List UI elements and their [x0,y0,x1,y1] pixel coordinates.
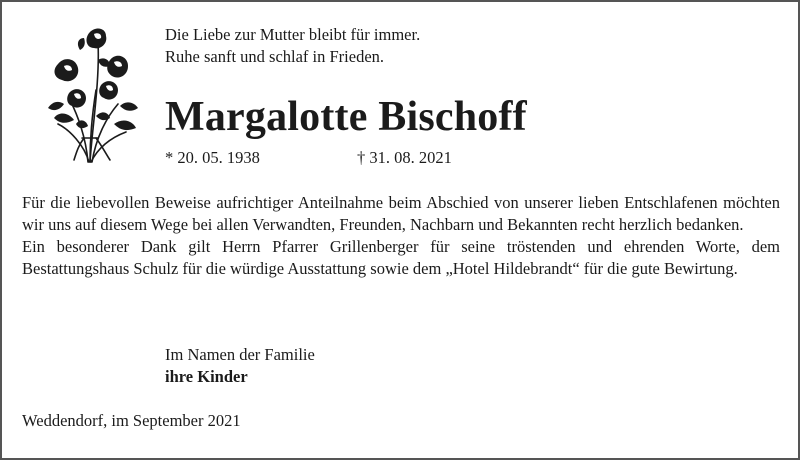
verse-line: Die Liebe zur Mutter bleibt für immer. [165,25,421,44]
birth-date: * 20. 05. 1938 [165,148,260,167]
signature [165,344,315,388]
signature-family: ihre Kinder [165,367,248,386]
signature-line: Im Namen der Familie [165,345,315,364]
verse-line: Ruhe sanft und schlaf in Frieden. [165,47,385,66]
deceased-name: Margalotte Bischoff [165,94,527,140]
place-and-date: Weddendorf, im September 2021 [22,411,241,430]
death-date: † 31. 08. 2021 [357,148,452,167]
thank-you-paragraph: Ein besonderer Dank gilt Herrn Pfarrer Grillenberger für seine tröstenden und ehrenden Worte, dem Bestattungshaus Schulz für die würdige Ausstattung sowie dem „Hotel Hildebrandt“ für die gute Bewirtung. [22,237,780,278]
thank-you-paragraph: Für die liebevollen Beweise aufrichtiger Anteilnahme beim Abschied von unserer lieben Entschlafenen möchten wir uns auf diesem Wege bei allen Verwandten, Freunden, Nachbarn und Bekannten recht herzlich bedanken. [22,193,780,234]
rose-bouquet-icon [40,20,140,170]
thank-you-text [22,192,780,280]
verse [165,24,420,68]
